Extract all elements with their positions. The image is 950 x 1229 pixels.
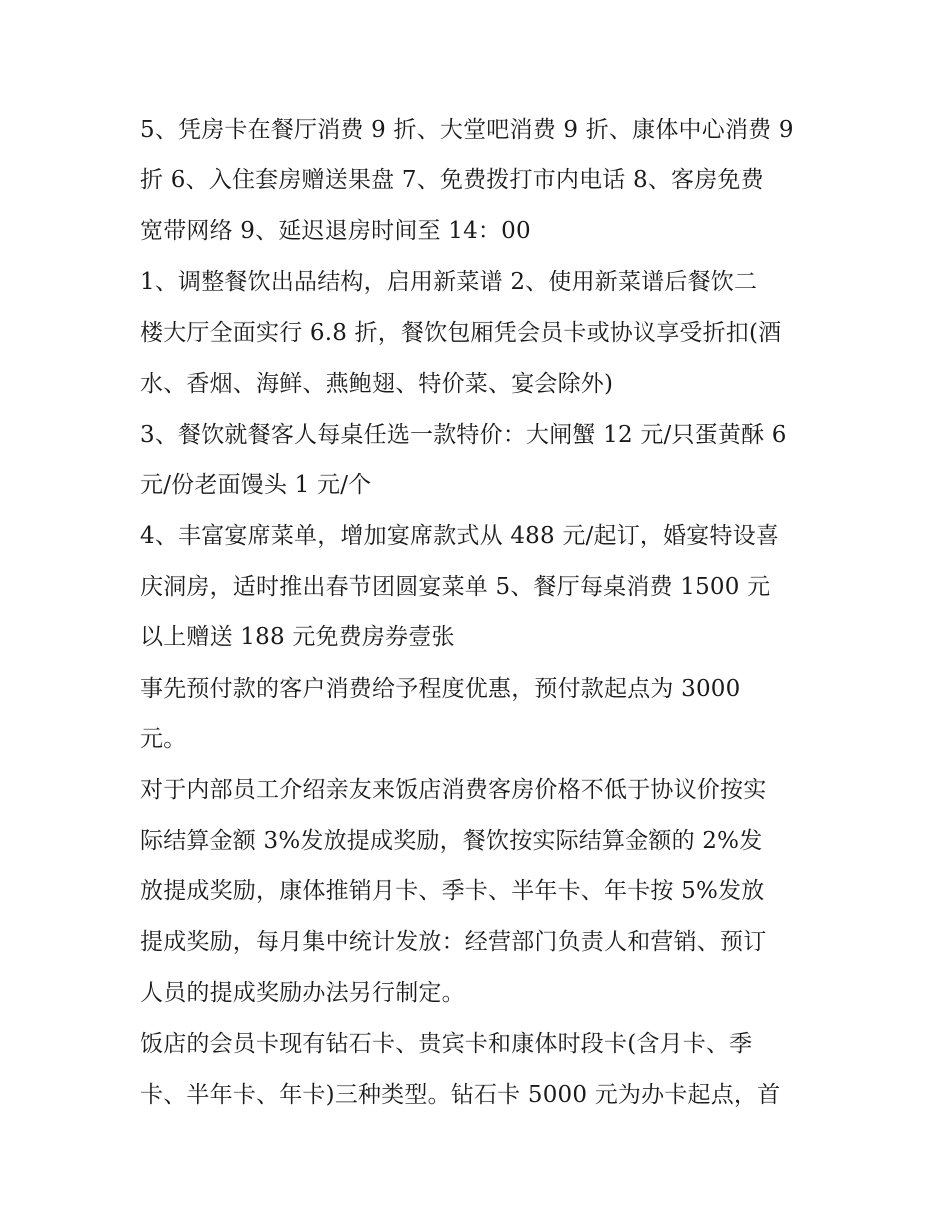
text-line: 4、丰富宴席菜单，增加宴席款式从 488 元/起订，婚宴特设喜 — [140, 523, 780, 549]
text-line: 放提成奖励，康体推销月卡、季卡、半年卡、年卡按 5%发放 — [140, 878, 765, 904]
text-line: 宽带网络 9、延迟退房时间至 14：00 — [140, 218, 531, 244]
text-line: 对于内部员工介绍亲友来饭店消费客房价格不低于协议价按实 — [140, 777, 767, 803]
text-line: 饭店的会员卡现有钻石卡、贵宾卡和康体时段卡(含月卡、季 — [140, 1031, 753, 1057]
text-line: 人员的提成奖励办法另行制定。 — [140, 980, 465, 1006]
text-line: 庆洞房，适时推出春节团圆宴菜单 5、餐厅每桌消费 1500 元 — [140, 574, 771, 600]
text-line: 水、香烟、海鲜、燕鲍翅、特价菜、宴会除外) — [140, 371, 614, 397]
text-line: 折 6、入住套房赠送果盘 7、免费拨打市内电话 8、客房免费 — [140, 167, 764, 193]
text-line: 5、凭房卡在餐厅消费 9 折、大堂吧消费 9 折、康体中心消费 9 — [140, 117, 794, 143]
text-line: 楼大厅全面实行 6.8 折，餐饮包厢凭会员卡或协议享受折扣(酒 — [140, 320, 782, 346]
text-line: 卡、半年卡、年卡)三种类型。钻石卡 5000 元为办卡起点，首 — [140, 1082, 781, 1108]
text-line: 元。 — [140, 726, 187, 752]
text-line: 1、调整餐饮出品结构，启用新菜谱 2、使用新菜谱后餐饮二 — [140, 269, 758, 295]
text-line: 元/份老面馒头 1 元/个 — [140, 472, 372, 498]
text-line: 事先预付款的客户消费给予程度优惠，预付款起点为 3000 — [140, 676, 741, 702]
text-line: 3、餐饮就餐客人每桌任选一款特价：大闸蟹 12 元/只蛋黄酥 6 — [140, 422, 787, 448]
text-line: 提成奖励，每月集中统计发放：经营部门负责人和营销、预订 — [140, 929, 767, 955]
text-line: 以上赠送 188 元免费房券壹张 — [140, 624, 455, 650]
text-line: 际结算金额 3%发放提成奖励，餐饮按实际结算金额的 2%发 — [140, 828, 763, 854]
